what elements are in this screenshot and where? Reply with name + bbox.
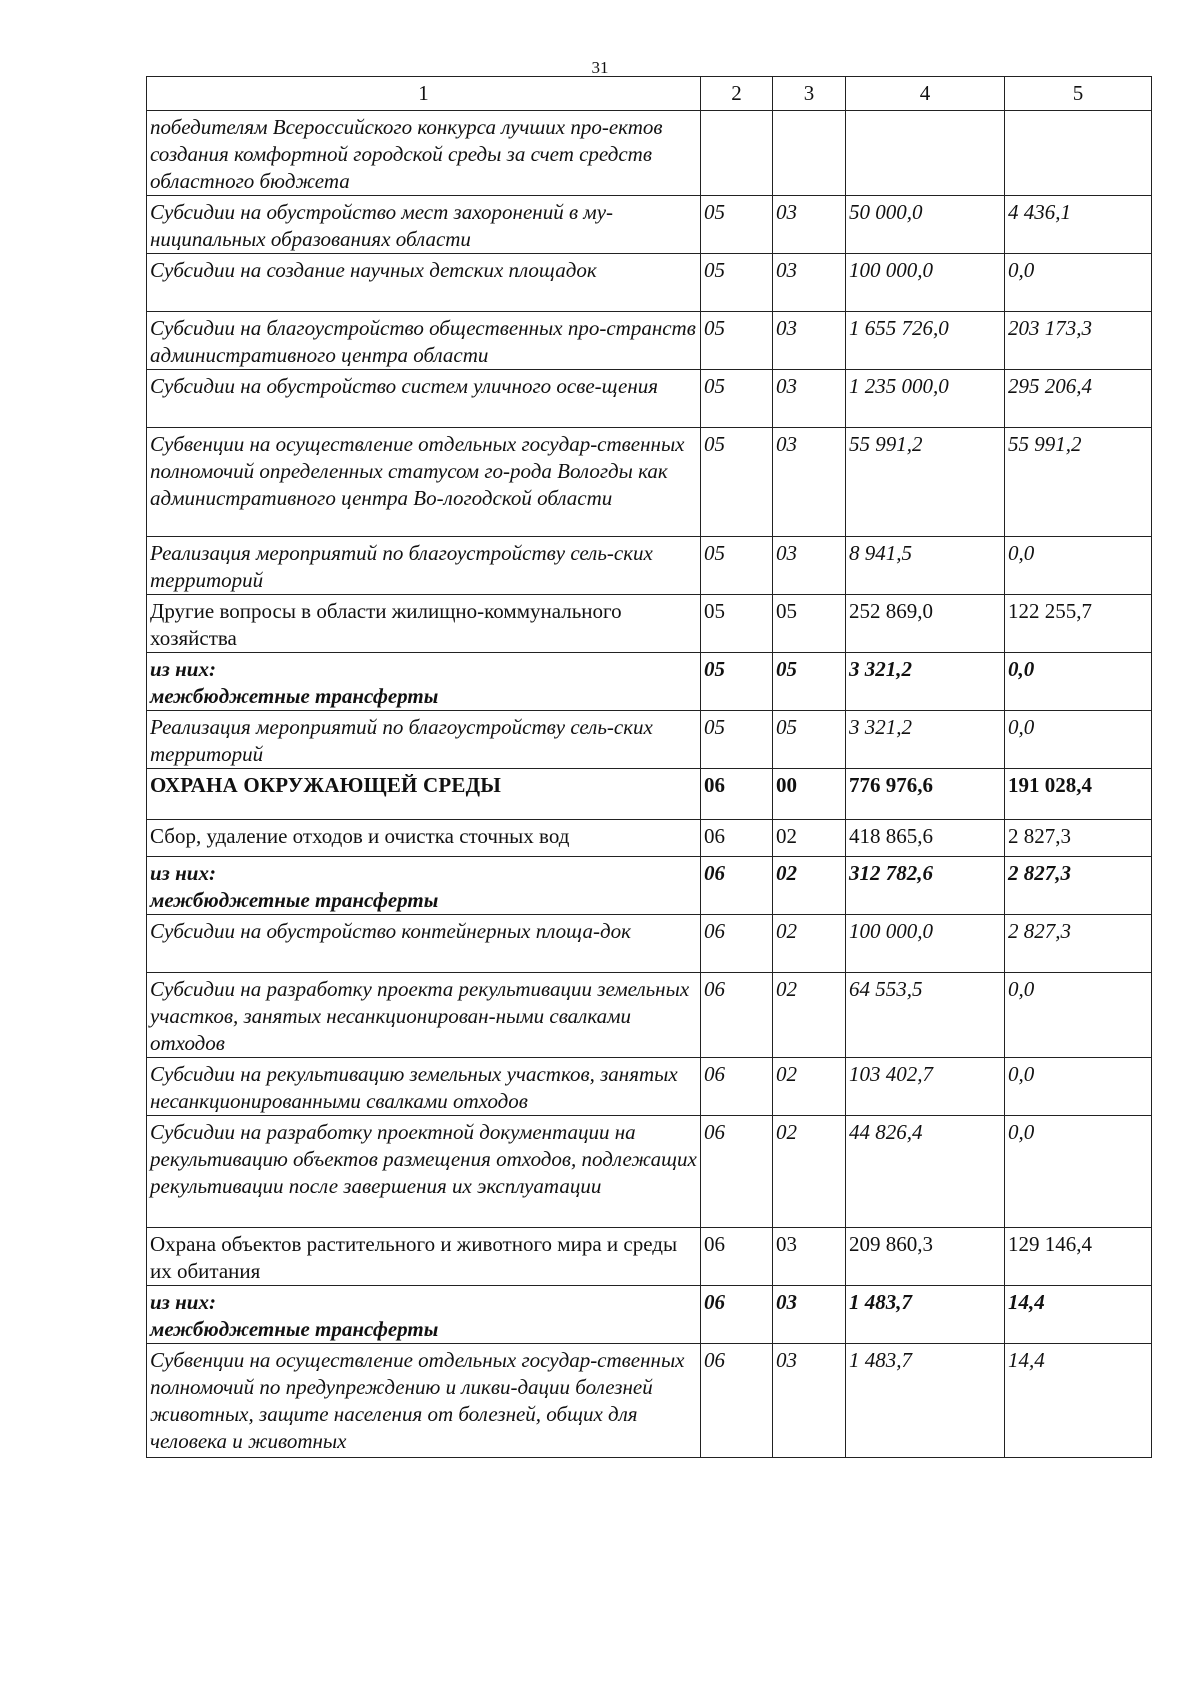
cell-col-4: 776 976,6 xyxy=(846,769,1005,820)
row-name: Субсидии на рекультивацию земельных участков, занятых несанкционированными свалками отходов xyxy=(150,1062,678,1113)
cell-col-4: 3 321,2 xyxy=(846,653,1005,711)
cell-col-4: 418 865,6 xyxy=(846,820,1005,857)
table-row xyxy=(147,1344,1152,1458)
row-name-cell xyxy=(147,537,701,595)
table-row xyxy=(147,428,1152,537)
cell-col-4: 103 402,7 xyxy=(846,1058,1005,1116)
cell-col-4: 252 869,0 xyxy=(846,595,1005,653)
cell-col-5: 2 827,3 xyxy=(1005,915,1152,973)
table-row xyxy=(147,312,1152,370)
cell-col-3: 02 xyxy=(773,915,846,973)
row-name-cell xyxy=(147,820,701,857)
table-row xyxy=(147,1228,1152,1286)
column-header-4: 4 xyxy=(846,77,1005,111)
cell-col-3: 03 xyxy=(773,370,846,428)
row-name: Охрана объектов растительного и животного мира и среды их обитания xyxy=(150,1232,678,1283)
cell-col-3: 02 xyxy=(773,973,846,1058)
row-name-cell xyxy=(147,653,701,711)
row-name: Субвенции на осуществление отдельных государ-ственных полномочий по предупреждению и ликви-дации болезней животных, защите населения от болезней, общих для человека и животных xyxy=(150,1348,685,1453)
cell-col-5: 122 255,7 xyxy=(1005,595,1152,653)
row-name-cell xyxy=(147,973,701,1058)
cell-col-3: 03 xyxy=(773,1286,846,1344)
section-row xyxy=(147,769,1152,820)
cell-col-2: 06 xyxy=(701,973,773,1058)
cell-col-3: 02 xyxy=(773,1116,846,1228)
cell-col-3: 03 xyxy=(773,254,846,312)
table-row xyxy=(147,537,1152,595)
cell-col-3: 05 xyxy=(773,595,846,653)
cell-col-4: 64 553,5 xyxy=(846,973,1005,1058)
table-row xyxy=(147,1286,1152,1344)
cell-col-2: 05 xyxy=(701,370,773,428)
row-name: Субсидии на создание научных детских площадок xyxy=(150,258,597,282)
row-name: Субсидии на обустройство систем уличного осве-щения xyxy=(150,374,659,398)
row-name: Субсидии на разработку проекта рекультивации земельных участков, занятых несанкционирован-ными свалками отходов xyxy=(150,977,690,1055)
table-row xyxy=(147,973,1152,1058)
cell-col-2: 06 xyxy=(701,857,773,915)
row-name-sub: межбюджетные трансферты xyxy=(150,888,439,912)
row-name-sub: межбюджетные трансферты xyxy=(150,684,439,708)
table-row xyxy=(147,254,1152,312)
page-number: 31 xyxy=(591,58,609,77)
cell-col-4: 100 000,0 xyxy=(846,915,1005,973)
row-name-cell xyxy=(147,370,701,428)
cell-col-4: 209 860,3 xyxy=(846,1228,1005,1286)
column-header-1: 1 xyxy=(147,77,701,111)
cell-col-5: 2 827,3 xyxy=(1005,857,1152,915)
cell-col-4: 3 321,2 xyxy=(846,711,1005,769)
cell-col-2: 06 xyxy=(701,1228,773,1286)
cell-col-2: 05 xyxy=(701,428,773,537)
cell-col-3: 03 xyxy=(773,1228,846,1286)
row-name: Субвенции на осуществление отдельных государ-ственных полномочий определенных статусом го-рода Вологды как административного центра Во-логодской области xyxy=(150,432,685,510)
table-row xyxy=(147,1058,1152,1116)
row-name-cell xyxy=(147,857,701,915)
column-header-3: 3 xyxy=(773,77,846,111)
budget-table xyxy=(146,76,1152,1458)
cell-col-3: 03 xyxy=(773,196,846,254)
cell-col-2: 05 xyxy=(701,537,773,595)
row-name: Реализация мероприятий по благоустройству сель-ских территорий xyxy=(150,541,653,592)
row-name-cell xyxy=(147,769,701,820)
table-row xyxy=(147,711,1152,769)
row-name: Реализация мероприятий по благоустройству сель-ских территорий xyxy=(150,715,653,766)
cell-col-5: 55 991,2 xyxy=(1005,428,1152,537)
cell-col-4: 44 826,4 xyxy=(846,1116,1005,1228)
cell-col-4: 312 782,6 xyxy=(846,857,1005,915)
row-name: Субсидии на обустройство контейнерных площа-док xyxy=(150,919,631,943)
table-row xyxy=(147,595,1152,653)
column-header-5: 5 xyxy=(1005,77,1152,111)
cell-col-4: 1 483,7 xyxy=(846,1344,1005,1458)
row-name-cell xyxy=(147,1058,701,1116)
cell-col-5: 0,0 xyxy=(1005,537,1152,595)
cell-col-4: 1 655 726,0 xyxy=(846,312,1005,370)
row-name-cell xyxy=(147,254,701,312)
row-name: Другие вопросы в области жилищно-коммунального хозяйства xyxy=(150,599,622,650)
cell-col-5: 4 436,1 xyxy=(1005,196,1152,254)
cell-col-5: 0,0 xyxy=(1005,254,1152,312)
cell-col-2: 05 xyxy=(701,196,773,254)
cell-col-2: 06 xyxy=(701,915,773,973)
cell-col-5: 0,0 xyxy=(1005,1058,1152,1116)
cell-col-5: 191 028,4 xyxy=(1005,769,1152,820)
table-row xyxy=(147,111,1152,196)
cell-col-3: 02 xyxy=(773,857,846,915)
cell-col-5 xyxy=(1005,111,1152,196)
cell-col-2: 05 xyxy=(701,595,773,653)
row-name-cell xyxy=(147,111,701,196)
row-name-sub: межбюджетные трансферты xyxy=(150,1317,439,1341)
cell-col-4: 50 000,0 xyxy=(846,196,1005,254)
cell-col-3: 03 xyxy=(773,312,846,370)
row-name-cell xyxy=(147,915,701,973)
cell-col-2 xyxy=(701,111,773,196)
cell-col-2: 06 xyxy=(701,1344,773,1458)
cell-col-2: 06 xyxy=(701,1286,773,1344)
cell-col-2: 06 xyxy=(701,1116,773,1228)
cell-col-3: 02 xyxy=(773,1058,846,1116)
cell-col-2: 05 xyxy=(701,653,773,711)
cell-col-5: 14,4 xyxy=(1005,1344,1152,1458)
column-header-2: 2 xyxy=(701,77,773,111)
cell-col-5: 0,0 xyxy=(1005,1116,1152,1228)
cell-col-2: 05 xyxy=(701,312,773,370)
table-row xyxy=(147,370,1152,428)
cell-col-3: 03 xyxy=(773,1344,846,1458)
cell-col-4: 1 235 000,0 xyxy=(846,370,1005,428)
cell-col-2: 06 xyxy=(701,1058,773,1116)
cell-col-5: 0,0 xyxy=(1005,973,1152,1058)
row-name: из них: xyxy=(150,861,216,885)
cell-col-3: 00 xyxy=(773,769,846,820)
table-row xyxy=(147,653,1152,711)
cell-col-2: 06 xyxy=(701,820,773,857)
row-name-cell xyxy=(147,312,701,370)
cell-col-4: 8 941,5 xyxy=(846,537,1005,595)
cell-col-5: 295 206,4 xyxy=(1005,370,1152,428)
row-name: Субсидии на благоустройство общественных про-странств административного центра области xyxy=(150,316,696,367)
cell-col-3: 03 xyxy=(773,428,846,537)
cell-col-2: 05 xyxy=(701,711,773,769)
cell-col-3 xyxy=(773,111,846,196)
table-row xyxy=(147,915,1152,973)
row-name: из них: xyxy=(150,1290,216,1314)
row-name-cell xyxy=(147,711,701,769)
cell-col-4: 1 483,7 xyxy=(846,1286,1005,1344)
cell-col-3: 05 xyxy=(773,653,846,711)
row-name: Субсидии на обустройство мест захоронений в му-ниципальных образованиях области xyxy=(150,200,614,251)
cell-col-3: 02 xyxy=(773,820,846,857)
cell-col-5: 0,0 xyxy=(1005,653,1152,711)
cell-col-5: 14,4 xyxy=(1005,1286,1152,1344)
row-name: ОХРАНА ОКРУЖАЮЩЕЙ СРЕДЫ xyxy=(150,773,502,797)
table-row xyxy=(147,820,1152,857)
cell-col-2: 05 xyxy=(701,254,773,312)
row-name: победителям Всероссийского конкурса лучших про-ектов создания комфортной городской среды за счет средств областного бюджета xyxy=(150,115,663,193)
table-row xyxy=(147,196,1152,254)
cell-col-5: 129 146,4 xyxy=(1005,1228,1152,1286)
cell-col-5: 0,0 xyxy=(1005,711,1152,769)
row-name: из них: xyxy=(150,657,216,681)
cell-col-4: 100 000,0 xyxy=(846,254,1005,312)
table-row xyxy=(147,1116,1152,1228)
cell-col-5: 2 827,3 xyxy=(1005,820,1152,857)
cell-col-3: 03 xyxy=(773,537,846,595)
cell-col-4 xyxy=(846,111,1005,196)
cell-col-5: 203 173,3 xyxy=(1005,312,1152,370)
row-name-cell xyxy=(147,428,701,537)
row-name-cell xyxy=(147,595,701,653)
row-name: Сбор, удаление отходов и очистка сточных вод xyxy=(150,824,570,848)
row-name-cell xyxy=(147,196,701,254)
row-name-cell xyxy=(147,1116,701,1228)
row-name-cell xyxy=(147,1344,701,1458)
header-row xyxy=(147,77,1152,111)
row-name-cell xyxy=(147,1228,701,1286)
cell-col-2: 06 xyxy=(701,769,773,820)
table-row xyxy=(147,857,1152,915)
row-name-cell xyxy=(147,1286,701,1344)
cell-col-3: 05 xyxy=(773,711,846,769)
cell-col-4: 55 991,2 xyxy=(846,428,1005,537)
row-name: Субсидии на разработку проектной документации на рекультивацию объектов размещения отходов, подлежащих рекультивации после завершения их эксплуатации xyxy=(150,1120,697,1198)
